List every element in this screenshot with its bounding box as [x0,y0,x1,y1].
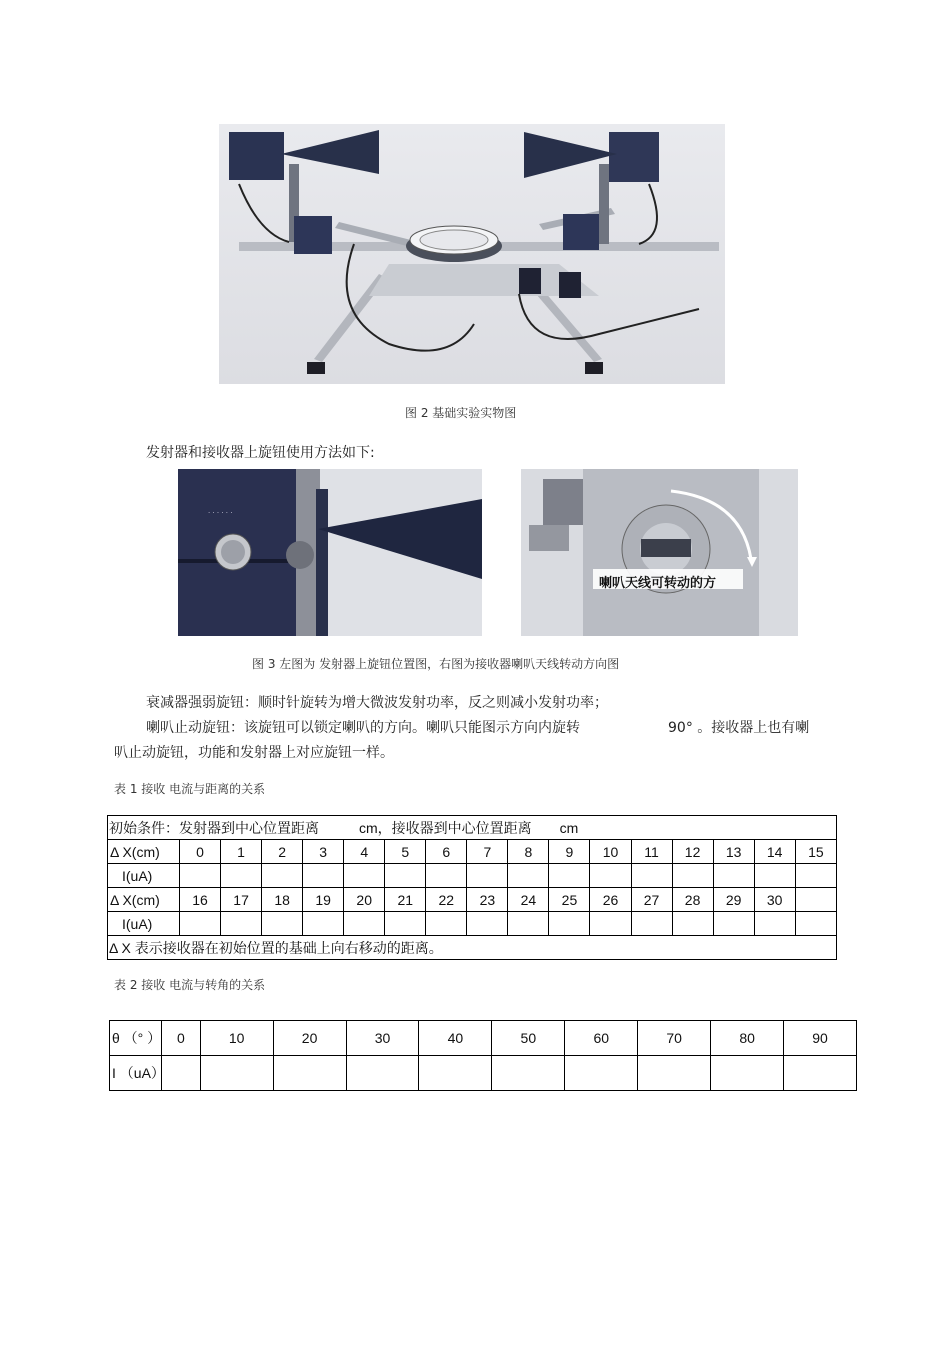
table1-title: 表 1 接收 电流与距离的关系 [114,782,266,796]
dx-cell: 27 [631,888,672,912]
dx-cell: 24 [508,888,549,912]
current-distance-table [107,815,837,960]
dx-cell: 16 [180,888,221,912]
transmitter-knob-illustration [178,469,482,636]
current-input-cell[interactable] [754,864,795,888]
current-input-cell[interactable] [303,864,344,888]
condition-receiver-text: cm，接收器到中心位置距离 [359,819,532,836]
horn-stop-paragraph-line2: 叭止动旋钮，功能和发射器上对应旋钮一样。 [114,745,394,761]
current-input-cell[interactable] [344,864,385,888]
dx-cell: 3 [303,840,344,864]
dx-cell: 5 [385,840,426,864]
table-row [108,888,837,912]
dx-cell: 7 [467,840,508,864]
angle-cell: 30 [346,1021,419,1056]
dx-cell: 29 [713,888,754,912]
current-input-cell[interactable] [262,912,303,936]
current-input-cell[interactable] [565,1056,638,1091]
transmitter-knob-photo [178,469,482,636]
current-input-cell[interactable] [508,864,549,888]
angle-cell: 0 [162,1021,201,1056]
table-row [108,840,837,864]
dx-cell: 21 [385,888,426,912]
current-input-cell[interactable] [784,1056,857,1091]
table-row [108,912,837,936]
figure3-caption: 图 3 左图为 发射器上旋钮位置图，右图为接收器喇叭天线转动方向图 [252,657,620,671]
row-header: Δ X(cm) [108,888,180,912]
row-header: θ （° ） [110,1021,162,1056]
svg-text:· · · · · ·: · · · · · · [208,509,233,517]
angle-cell: 60 [565,1021,638,1056]
row-header: Δ X(cm) [108,840,180,864]
dx-cell: 22 [426,888,467,912]
current-input-cell[interactable] [795,912,836,936]
dx-cell: 9 [549,840,590,864]
dx-cell: 6 [426,840,467,864]
current-input-cell[interactable] [590,912,631,936]
dx-cell: 15 [795,840,836,864]
current-input-cell[interactable] [492,1056,565,1091]
horn-stop-paragraph-line1a: 喇叭止动旋钮：该旋钮可以锁定喇叭的方向。喇叭只能图示方向内旋转 [146,720,580,736]
dx-cell: 8 [508,840,549,864]
horn-stop-paragraph-line1b: 90° 。接收器上也有喇 [668,720,810,736]
table-note: Δ X 表示接收器在初始位置的基础上向右移动的距离。 [108,936,837,960]
current-input-cell[interactable] [419,1056,492,1091]
angle-cell: 70 [638,1021,711,1056]
current-input-cell[interactable] [754,912,795,936]
dx-cell: 28 [672,888,713,912]
current-input-cell[interactable] [221,912,262,936]
current-input-cell[interactable] [631,864,672,888]
table2-title: 表 2 接收 电流与转角的关系 [114,978,266,992]
angle-cell: 80 [711,1021,784,1056]
table-row [110,1056,857,1091]
current-input-cell[interactable] [590,864,631,888]
dx-cell: 11 [631,840,672,864]
angle-cell: 90 [784,1021,857,1056]
current-input-cell[interactable] [385,912,426,936]
current-input-cell[interactable] [467,864,508,888]
row-header: I(uA) [108,912,180,936]
dx-cell: 2 [262,840,303,864]
receiver-horn-illustration [521,469,798,636]
current-input-cell[interactable] [262,864,303,888]
current-input-cell[interactable] [385,864,426,888]
current-angle-table [109,1020,857,1091]
current-input-cell[interactable] [508,912,549,936]
dx-cell: 25 [549,888,590,912]
dx-cell: 18 [262,888,303,912]
current-input-cell[interactable] [180,912,221,936]
current-input-cell[interactable] [795,864,836,888]
dx-cell: 10 [590,840,631,864]
initial-conditions-row [108,816,837,840]
current-input-cell[interactable] [180,864,221,888]
current-input-cell[interactable] [672,864,713,888]
angle-cell: 10 [200,1021,273,1056]
dx-cell: 26 [590,888,631,912]
table-note-row [108,936,837,960]
receiver-horn-photo [521,469,798,636]
current-input-cell[interactable] [549,864,590,888]
intro-paragraph: 发射器和接收器上旋钮使用方法如下: [146,445,375,461]
dx-cell: 19 [303,888,344,912]
current-input-cell[interactable] [200,1056,273,1091]
current-input-cell[interactable] [303,912,344,936]
current-input-cell[interactable] [467,912,508,936]
row-header: I （uA） [110,1056,162,1091]
dx-cell: 17 [221,888,262,912]
condition-transmitter-text: 初始条件：发射器到中心位置距离 [109,819,319,836]
angle-cell: 20 [273,1021,346,1056]
current-input-cell[interactable] [713,864,754,888]
angle-cell: 50 [492,1021,565,1056]
current-input-cell[interactable] [631,912,672,936]
dx-cell: 30 [754,888,795,912]
current-input-cell[interactable] [426,864,467,888]
condition-unit-text: cm [559,819,579,836]
current-input-cell[interactable] [273,1056,346,1091]
dx-cell [795,888,836,912]
dx-cell: 20 [344,888,385,912]
table-row [108,864,837,888]
table-row [110,1021,857,1056]
current-input-cell[interactable] [162,1056,201,1091]
dx-cell: 14 [754,840,795,864]
figure2-caption: 图 2 基础实验实物图 [405,406,517,420]
dx-cell: 12 [672,840,713,864]
current-input-cell[interactable] [426,912,467,936]
dx-cell: 23 [467,888,508,912]
dx-cell: 13 [713,840,754,864]
dx-cell: 1 [221,840,262,864]
current-input-cell[interactable] [549,912,590,936]
horn-rotation-label: 喇叭天线可转动的方 [599,576,717,591]
current-input-cell[interactable] [672,912,713,936]
dx-cell: 0 [180,840,221,864]
current-input-cell[interactable] [221,864,262,888]
row-header: I(uA) [108,864,180,888]
current-input-cell[interactable] [711,1056,784,1091]
current-input-cell[interactable] [346,1056,419,1091]
current-input-cell[interactable] [713,912,754,936]
angle-cell: 40 [419,1021,492,1056]
dx-cell: 4 [344,840,385,864]
current-input-cell[interactable] [344,912,385,936]
apparatus-photo [219,124,725,384]
attenuator-paragraph: 衰减器强弱旋钮：顺时针旋转为增大微波发射功率，反之则减小发射功率； [146,695,608,711]
initial-conditions-cell [108,816,837,840]
current-input-cell[interactable] [638,1056,711,1091]
apparatus-illustration [219,124,725,384]
